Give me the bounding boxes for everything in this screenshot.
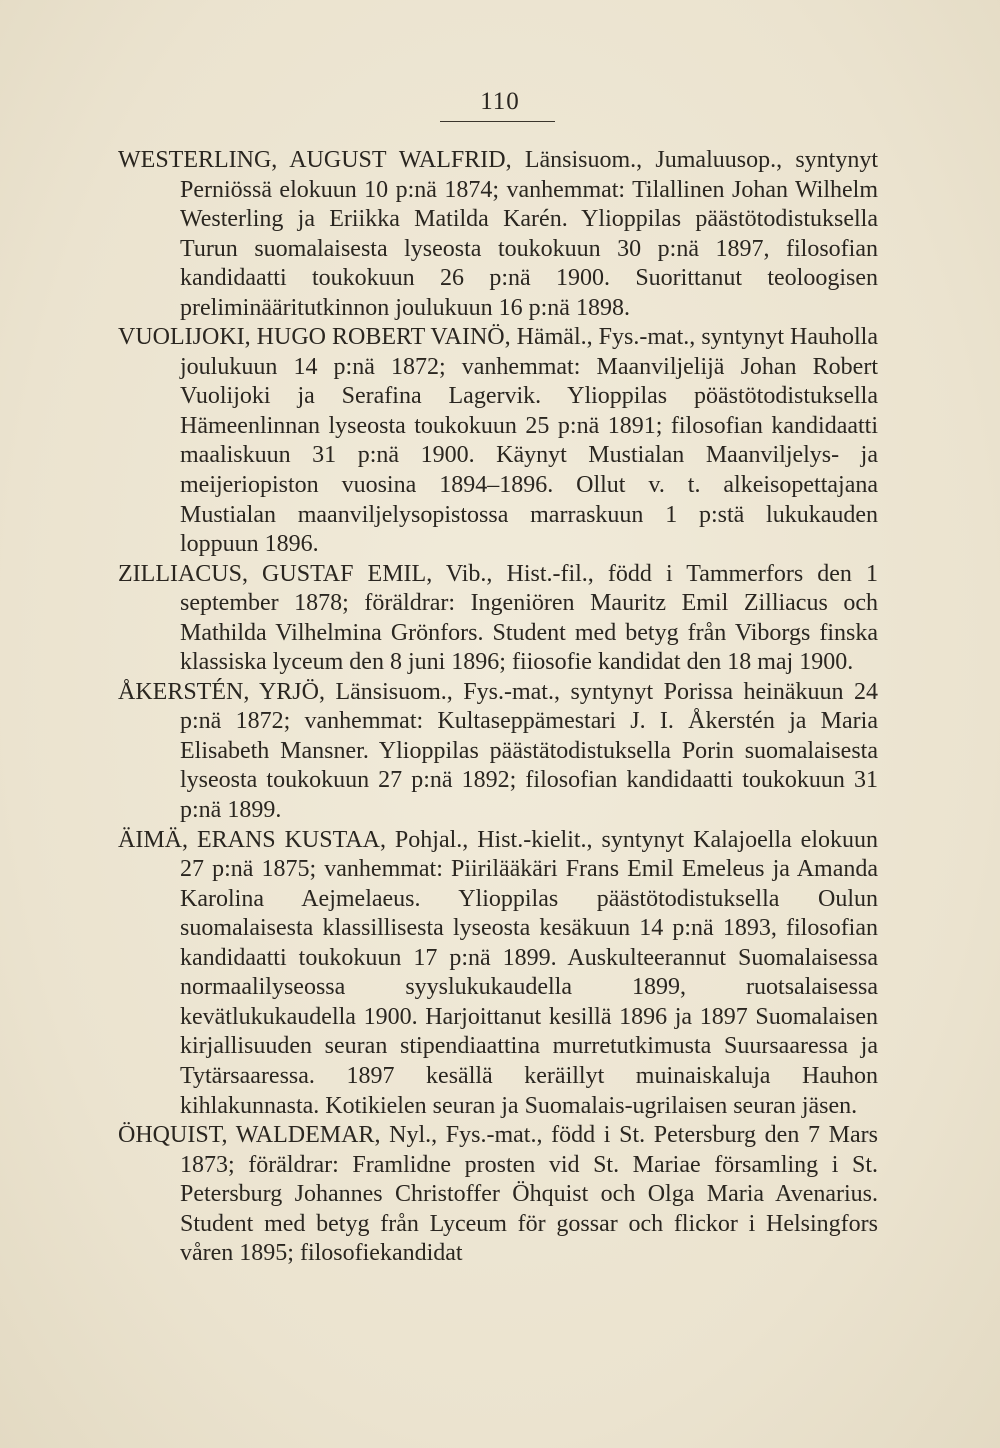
entry-westerling: WESTERLING, AUGUST WALFRID, Länsisuom., Jumaluusop., syntynyt Perniössä elokuun 10 p:nä 1874; vanhemmat: Tilallinen Johan Wilhelm Westerling ja Eriikka Matilda Karén. Ylioppilas päästötodistuksella Turun suomalaisesta lyseosta toukokuun 30 p:nä 1897, filosofian kandidaatti toukokuun 26 p:nä 1900. Suorittanut teoloogisen preliminääritutkinnon joulukuun 16 p:nä 1898. [118,147,878,321]
page-number-underline [440,121,555,122]
entries-list [118,146,878,1269]
entry-akersten: ÅKERSTÉN, YRJÖ, Länsisuom., Fys.-mat., syntynyt Porissa heinäkuun 24 p:nä 1872; vanhemmat: Kultaseppämestari J. I. Åkerstén ja Maria Elisabeth Mansner. Ylioppilas päästätodistuksella Porin suomalaisesta lyseosta toukokuun 27 p:nä 1892; filosofian kandidaatti toukokuun 31 p:nä 1899. [118,678,878,824]
entry-ohquist: ÖHQUIST, WALDEMAR, Nyl., Fys.-mat., född i St. Petersburg den 7 Mars 1873; föräldrar: Framlidne prosten vid St. Mariae församling i St. Petersburg Johannes Christoffer Öhquist och Olga Maria Avenarius. Student med betyg från Lyceum för gossar och flickor i Helsingfors våren 1895; filosofiekandidat [118,1122,878,1267]
entry-aima: ÄIMÄ, ERANS KUSTAA, Pohjal., Hist.-kielit., syntynyt Kalajoella elokuun 27 p:nä 1875; vanhemmat: Piirilääkäri Frans Emil Emeleus ja Amanda Karolina Aejmelaeus. Ylioppilas päästötodistuksella Oulun suomalaisesta klassillisesta lyseosta kesäkuun 14 p:nä 1893, filosofian kandidaatti toukokuun 17 p:nä 1899. Auskulteerannut Suomalaisessa normaalilyseossa syyslukukaudella 1899, ruotsalaisessa kevätlukukaudella 1900. Harjoittanut kesillä 1896 ja 1897 Suomalaisen kirjallisuuden seuran stipendiaattina murretutkimusta Suursaaressa ja Tytärsaaressa. 1897 kesällä keräillyt muinaiskaluja Hauhon kihlakunnasta. Kotikielen seuran ja Suomalais-ugrilaisen seuran jäsen. [118,826,878,1119]
entry-zilliacus: ZILLIACUS, GUSTAF EMIL, Vib., Hist.-fil., född i Tammerfors den 1 september 1878; föräldrar: Ingeniören Mauritz Emil Zilliacus och Mathilda Vilhelmina Grönfors. Student med betyg från Viborgs finska klassiska lyceum den 8 juni 1896; fiiosofie kandidat den 18 maj 1900. [118,560,878,676]
entry-vuolijoki: VUOLIJOKI, HUGO ROBERT VAINÖ, Hämäl., Fys.-mat., syntynyt Hauholla joulukuun 14 p:nä 1872; vanhemmat: Maanviljelijä Johan Robert Vuolijoki ja Serafina Lagervik. Ylioppilas pöästötodistuksella Hämeenlinnan lyseosta toukokuun 25 p:nä 1891; filosofian kandidaatti maaliskuun 31 p:nä 1900. Käynyt Mustialan Maanviljelys- ja meijeriopiston vuosina 1894–1896. Ollut v. t. alkeisopettajana Mustialan maanviljelysopistossa marraskuun 1 p:stä lukukauden loppuun 1896. [118,324,878,558]
page-number: 110 [480,88,520,115]
